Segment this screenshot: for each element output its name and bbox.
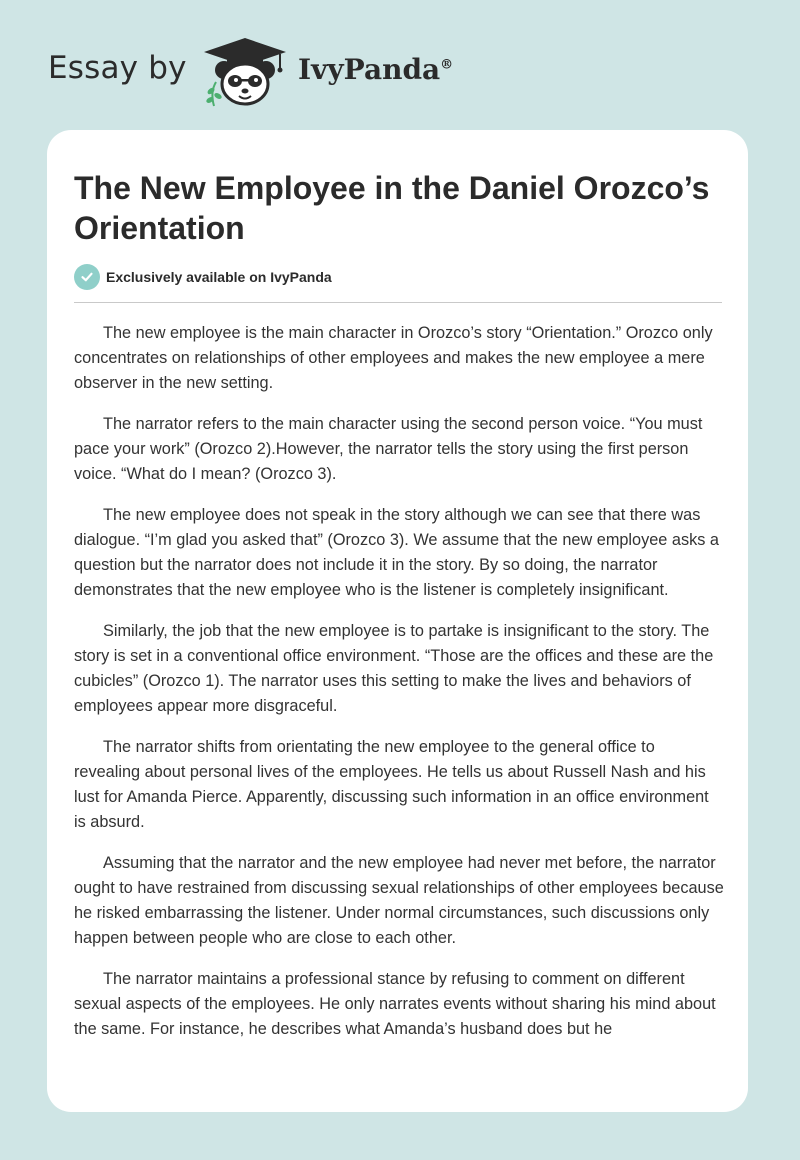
paragraph: The narrator shifts from orientating the new employee to the general office to revealing about personal lives of the employees. He tells us about Russell Nash and his lust for Amanda Pierce. Apparently, discussing such information in an office environment is absurd. xyxy=(74,738,709,831)
paragraph: The narrator refers to the main character using the second person voice. “You must pace your work” (Orozco 2).However, the narrator tells the story using the first person voice. “What do I mean? (Orozco 3). xyxy=(74,415,703,483)
brand-name[interactable] xyxy=(298,53,453,86)
registered-mark: ® xyxy=(440,57,454,73)
title-divider xyxy=(74,302,722,303)
paragraph: Similarly, the job that the new employee is to partake is insignificant to the story. The story is set in a conventional office environment. “Those are the offices and these are the cubicles” (Orozco 1). The narrator uses this setting to make the lives and behaviors of employees appear more disgraceful. xyxy=(74,622,714,715)
exclusive-badge xyxy=(74,264,332,290)
paragraph: The new employee does not speak in the story although we can see that there was dialogue. “I’m glad you asked that” (Orozco 3). We assume that the new employee asks a question but the narrator does not include it in the story. By so doing, the narrator demonstrates that the new employee who is the listener is completely insignificant. xyxy=(74,506,719,599)
brand-name-text: IvyPanda xyxy=(298,53,441,86)
paragraph: The narrator maintains a professional stance by refusing to comment on different sexual aspects of the employees. He only narrates events without sharing his mind about the same. For instance, he describes what Amanda’s husband does but he xyxy=(74,970,716,1038)
essay-body xyxy=(74,321,724,1058)
site-header xyxy=(0,0,800,130)
exclusive-label: Exclusively available on IvyPanda xyxy=(106,269,332,285)
paragraph: Assuming that the narrator and the new employee had never met before, the narrator ought to have restrained from discussing sexual relationships of other employees because he risked embarrassing the listener. Under normal circumstances, such discussions only happen between people who are close to each other. xyxy=(74,854,724,947)
panda-graduate-icon[interactable] xyxy=(200,36,290,108)
paragraph: The new employee is the main character in Orozco’s story “Orientation.” Orozco only concentrates on relationships of other employees and makes the new employee a mere observer in the new setting. xyxy=(74,324,713,392)
essay-by-label: Essay by xyxy=(48,50,187,86)
check-circle-icon xyxy=(74,264,100,290)
essay-title: The New Employee in the Daniel Orozco’s Orientation xyxy=(74,170,710,246)
essay-card xyxy=(47,130,748,1112)
